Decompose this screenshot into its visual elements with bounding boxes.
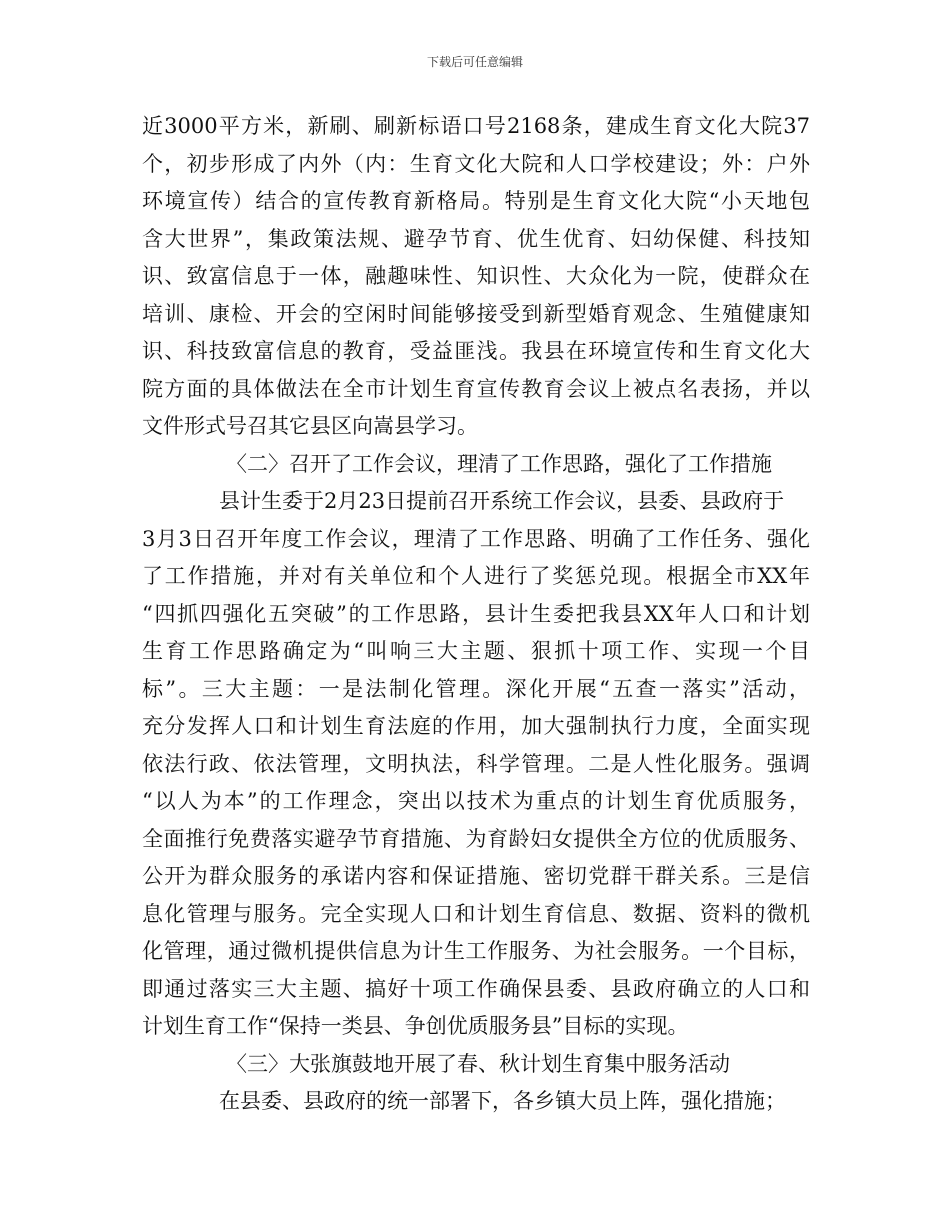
- section-heading: 〈三〉大张旗鼓地开展了春、秋计划生育集中服务活动: [226, 1051, 730, 1076]
- text-line: 计划生育工作“保持一类县、争创优质服务县”目标的实现。: [142, 1014, 689, 1038]
- text-line: 公开为群众服务的承诺内容和保证措施、密切党群干群关系。三是信: [142, 864, 810, 888]
- text-line: 全面推行免费落实避孕节育措施、为育龄妇女提供全方位的优质服务、: [142, 826, 810, 851]
- section-heading: 〈二〉召开了工作会议，理清了工作思路，强化了工作措施: [226, 451, 772, 476]
- page-header: 下载后可任意编辑: [426, 55, 523, 69]
- paragraph-first-line: 在县委、县政府的统一部署下，各乡镇大员上阵，强化措施；: [219, 1089, 786, 1113]
- text-line: 充分发挥人口和计划生育法庭的作用，加大强制执行力度，全面实现: [142, 714, 810, 738]
- text-line: 了工作措施，并对有关单位和个人进行了奖惩兑现。根据全市XX年: [142, 564, 810, 588]
- text-line: 培训、康检、开会的空闲时间能够接受到新型婚育观念、生殖健康知: [142, 301, 810, 326]
- text-line: “四抓四强化五突破”的工作思路，县计生委把我县XX年人口和计划: [142, 601, 810, 626]
- text-line: 即通过落实三大主题、搞好十项工作确保县委、县政府确立的人口和: [142, 976, 810, 1001]
- text-line: 个，初步形成了内外（内：生育文化大院和人口学校建设；外：户外: [142, 151, 810, 176]
- text-line: 息化管理与服务。完全实现人口和计划生育信息、数据、资料的微机: [142, 901, 810, 926]
- text-line: 近3000平方米，新刷、刷新标语口号2168条，建成生育文化大院37: [142, 114, 810, 138]
- text-line: 化管理，通过微机提供信息为计生工作服务、为社会服务。一个目标，: [142, 939, 810, 963]
- text-line: 依法行政、依法管理，文明执法，科学管理。二是人性化服务。强调: [142, 751, 810, 776]
- text-line: 识、科技致富信息的教育，受益匪浅。我县在环境宣传和生育文化大: [142, 339, 810, 363]
- paragraph-first-line: 县计生委于2月23日提前召开系统工作会议，县委、县政府于: [219, 489, 785, 513]
- text-line: 文件形式号召其它县区向嵩县学习。: [142, 414, 478, 438]
- text-line: 环境宣传）结合的宣传教育新格局。特别是生育文化大院“小天地包: [142, 189, 810, 213]
- text-line: 识、致富信息于一体，融趣味性、知识性、大众化为一院，使群众在: [142, 264, 810, 288]
- text-line: 含大世界”，集政策法规、避孕节育、优生优育、妇幼保健、科技知: [142, 226, 810, 251]
- document-body: [142, 108, 810, 1121]
- text-line: 院方面的具体做法在全市计划生育宣传教育会议上被点名表扬，并以: [142, 376, 810, 401]
- text-line: 标”。三大主题：一是法制化管理。深化开展“五查一落实”活动，: [142, 676, 810, 701]
- text-line: “以人为本”的工作理念，突出以技术为重点的计划生育优质服务，: [142, 789, 810, 813]
- text-line: 3月3日召开年度工作会议，理清了工作思路、明确了工作任务、强化: [142, 526, 810, 551]
- text-line: 生育工作思路确定为“叫响三大主题、狠抓十项工作、实现一个目: [142, 639, 810, 663]
